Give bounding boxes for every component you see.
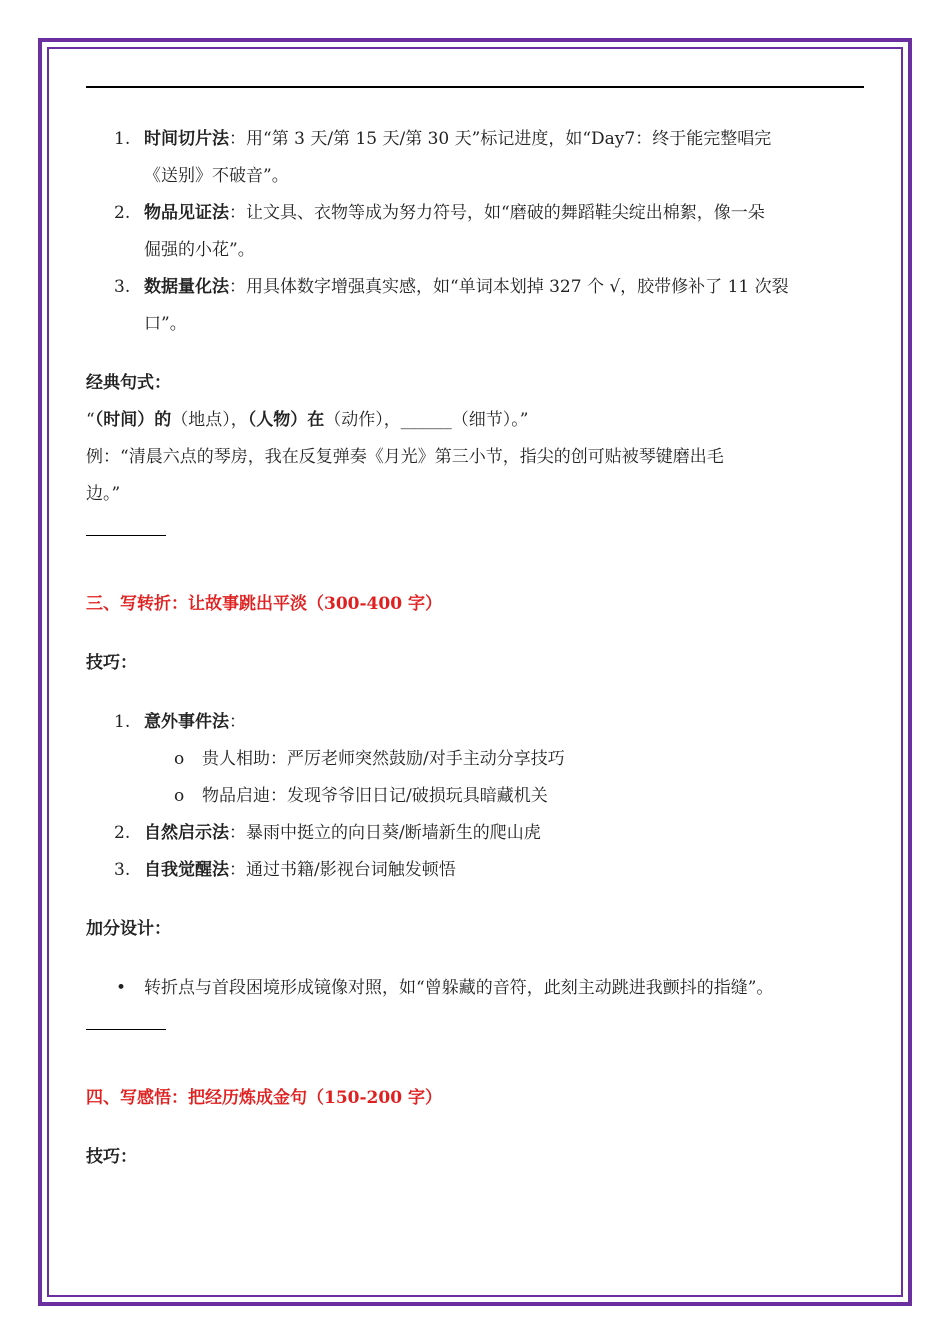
item-text: ：用具体数字增强真实感，如“单词本划掉 327 个 √，胶带修补了 11 次裂	[229, 277, 789, 297]
classic-example: 例：“清晨六点的琴房，我在反复弹奏《月光》第三小节，指尖的创可贴被琴键磨出毛 边。”	[86, 447, 724, 504]
list-item	[86, 815, 866, 852]
list-number: 2.	[114, 203, 131, 223]
item-term: 物品见证法	[144, 203, 229, 223]
top-rule	[86, 86, 864, 88]
list-number: 2.	[114, 823, 131, 843]
item-text: ：通过书籍/影视台词触发顿悟	[229, 860, 456, 880]
list-item: • 转折点与首段困境形成镜像对照，如“曾躲藏的音符，此刻主动跳进我颤抖的指缝”。	[86, 970, 866, 1007]
tips-label: 技巧：	[86, 653, 137, 673]
item-term: 自然启示法	[144, 823, 229, 843]
list-number: 3.	[114, 860, 131, 880]
list-item	[86, 121, 866, 195]
section-heading-4: 四、写感悟：把经历炼成金句（150-200 字）	[86, 1088, 442, 1108]
sub-list-item: o 物品启迪：发现爷爷旧日记/破损玩具暗藏机关	[86, 778, 866, 815]
item-text-cont: 口”。	[144, 314, 187, 334]
bonus-label: 加分设计：	[86, 919, 171, 939]
classic-pattern: “（时间）的（地点），（人物）在（动作），______（细节）。”	[86, 410, 529, 430]
list-number: 3.	[114, 277, 131, 297]
document-body	[86, 86, 866, 1176]
classic-heading: 经典句式：	[86, 373, 171, 393]
item-text-cont: 《送别》不破音”。	[144, 166, 289, 186]
twist-list	[86, 704, 866, 889]
item-term: 数据量化法	[144, 277, 229, 297]
method-list	[86, 121, 866, 343]
item-text: ：用“第 3 天/第 15 天/第 30 天”标记进度，如“Day7：终于能完整唱完	[229, 129, 772, 149]
item-text: ：	[229, 712, 246, 732]
sub-list-item: o 贵人相助：严厉老师突然鼓励/对手主动分享技巧	[86, 741, 866, 778]
circle-bullet-icon: o	[174, 749, 185, 769]
list-number: 1.	[114, 129, 131, 149]
item-text: ：让文具、衣物等成为努力符号，如“磨破的舞蹈鞋尖绽出棉絮，像一朵	[229, 203, 765, 223]
item-text-cont: 倔强的小花”。	[144, 240, 255, 260]
list-item	[86, 269, 866, 343]
item-term: 意外事件法	[144, 712, 229, 732]
circle-bullet-icon: o	[174, 786, 185, 806]
list-number: 1.	[114, 712, 131, 732]
item-term: 自我觉醒法	[144, 860, 229, 880]
divider	[86, 1029, 166, 1030]
bonus-list	[86, 970, 866, 1007]
dot-bullet-icon: •	[116, 978, 127, 998]
divider	[86, 535, 166, 536]
tips-label: 技巧：	[86, 1147, 137, 1167]
list-item	[86, 195, 866, 269]
list-item	[86, 704, 866, 741]
list-item	[86, 852, 866, 889]
section-heading-3: 三、写转折：让故事跳出平淡（300-400 字）	[86, 594, 442, 614]
item-text: ：暴雨中挺立的向日葵/断墙新生的爬山虎	[229, 823, 541, 843]
item-term: 时间切片法	[144, 129, 229, 149]
